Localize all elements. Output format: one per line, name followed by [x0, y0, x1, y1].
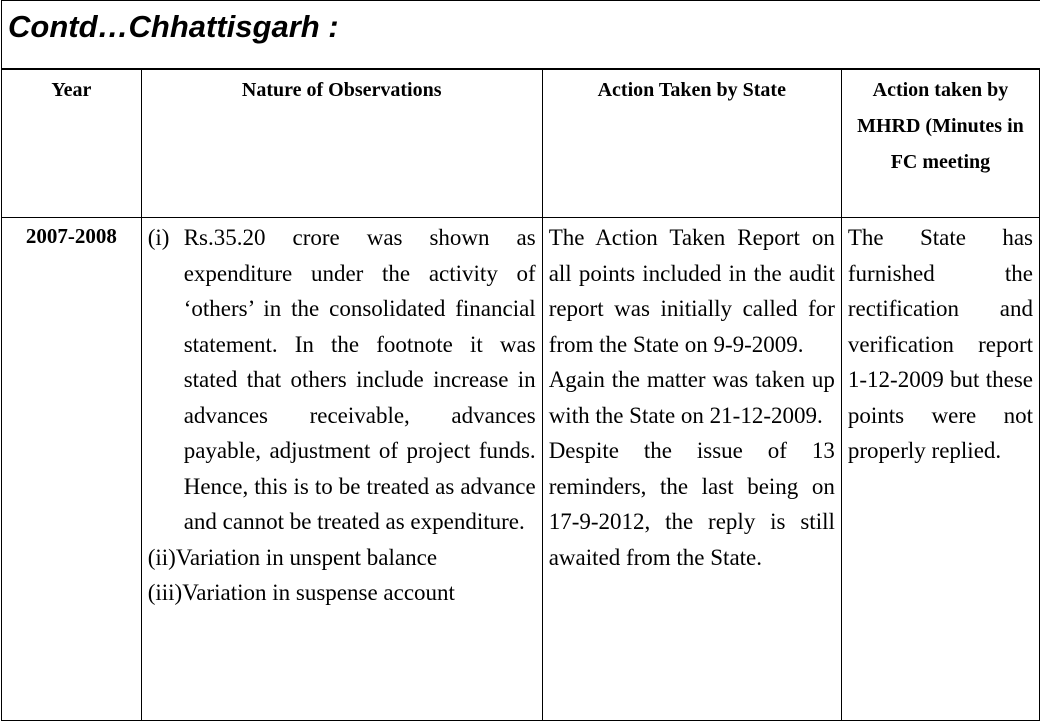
action-state-cell	[542, 218, 841, 721]
observation-label: (iii)	[147, 580, 183, 605]
table-row	[2, 218, 1040, 721]
action-mhrd-cell: The State has furnished the rectification and verification report 1-12-2009 but these points were not properly replied.	[841, 218, 1039, 721]
title-box	[1, 0, 1040, 69]
header-row	[2, 70, 1040, 218]
action-paragraph: The Action Taken Report on all points included in the audit report was initially called for from the State on 9-9-2009.	[548, 225, 835, 357]
observation-text: Variation in suspense account	[182, 580, 455, 605]
observations-table	[1, 69, 1040, 721]
action-paragraph: Despite the issue of 13 reminders, the last being on 17-9-2012, the reply is still awaited from the State.	[548, 438, 835, 570]
observation-item	[148, 575, 536, 611]
header-year: Year	[2, 70, 142, 218]
header-nature: Nature of Observations	[141, 70, 542, 218]
header-action-mhrd: Action taken by MHRD (Minutes in FC meeting	[841, 70, 1039, 218]
observation-text: Variation in unspent balance	[175, 544, 438, 570]
observations-cell	[141, 218, 542, 721]
observation-label: (ii)	[147, 544, 176, 570]
observation-item	[148, 220, 536, 540]
row-year: 2007-2008	[2, 218, 142, 721]
observation-text: Rs.35.20 crore was shown as expenditure under the activity of ‘others’ in the consolidated financial statement. In the footnote it was stated that others include increase in advances receivable, advances payable, adjustment of project funds. Hence, this is to be treated as advance and cannot be treated as expenditure.	[183, 225, 536, 534]
header-action-state: Action Taken by State	[542, 70, 841, 218]
observation-label: (i)	[147, 225, 170, 250]
action-paragraph: Again the matter was taken up with the State on 21-12-2009.	[548, 367, 835, 428]
observation-item	[148, 540, 536, 576]
page-title: Contd…Chhattisgarh :	[8, 9, 339, 44]
